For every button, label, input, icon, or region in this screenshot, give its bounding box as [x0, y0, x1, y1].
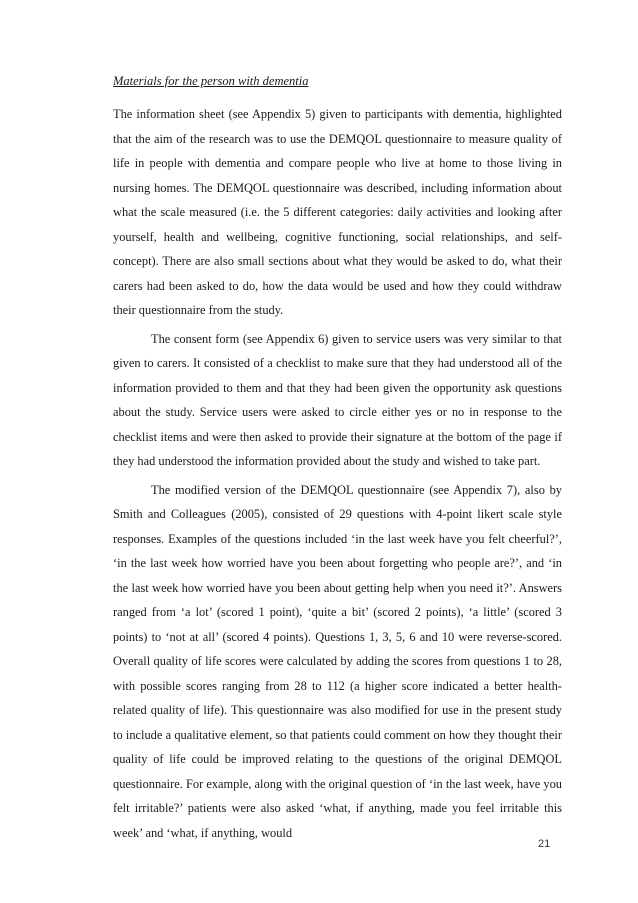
section-heading: Materials for the person with dementia — [113, 74, 309, 88]
body-text — [113, 102, 562, 849]
page-number: 21 — [538, 838, 551, 850]
paragraph-information-sheet: The information sheet (see Appendix 5) given to participants with dementia, highlighted that the aim of the research was to use the DEMQOL questionnaire to measure quality of life in people with dementia and compare people who live at home to those living in nursing homes. The DEMQOL questionnaire was described, including information about what the scale measured (i.e. the 5 different categories: daily activities and looking after yourself, health and wellbeing, cognitive functioning, social relationships, and self-concept). There are also small sections about what they would be asked to do, what their carers had been asked to do, how the data would be used and how they could withdraw their questionnaire from the study. — [113, 107, 562, 317]
paragraph-demqol-questionnaire: The modified version of the DEMQOL questionnaire (see Appendix 7), also by Smith and Colleagues (2005), consisted of 29 questions with 4-point likert scale style responses. Examples of the questions included ‘in the last week have you felt cheerful?’, ‘in the last week how worried have you been about forgetting who people are?’, and ‘in the last week how worried have you been about getting help when you need it?’. Answers ranged from ‘a lot’ (scored 1 point), ‘quite a bit’ (scored 2 points), ‘a little’ (scored 3 points) to ‘not at all’ (scored 4 points). Questions 1, 3, 5, 6 and 10 were reverse-scored. Overall quality of life scores were calculated by adding the scores from questions 1 to 28, with possible scores ranging from 28 to 112 (a higher score indicated a better health-related quality of life). This questionnaire was also modified for use in the present study to include a qualitative element, so that patients could comment on how they thought their quality of life could be improved relating to the questions of the original DEMQOL questionnaire. For example, along with the original question of ‘in the last week, have you felt irritable?’ patients were also asked ‘what, if anything, made you feel irritable this week’ and ‘what, if anything, would — [113, 482, 562, 840]
paragraph-consent-form: The consent form (see Appendix 6) given to service users was very similar to that given to carers. It consisted of a checklist to make sure that they had understood all of the information provided to them and that they had been given the opportunity ask questions about the study. Service users were asked to circle either yes or no in response to the checklist items and were then asked to provide their signature at the bottom of the page if they had understood the information provided about the study and wished to take part. — [113, 331, 562, 468]
